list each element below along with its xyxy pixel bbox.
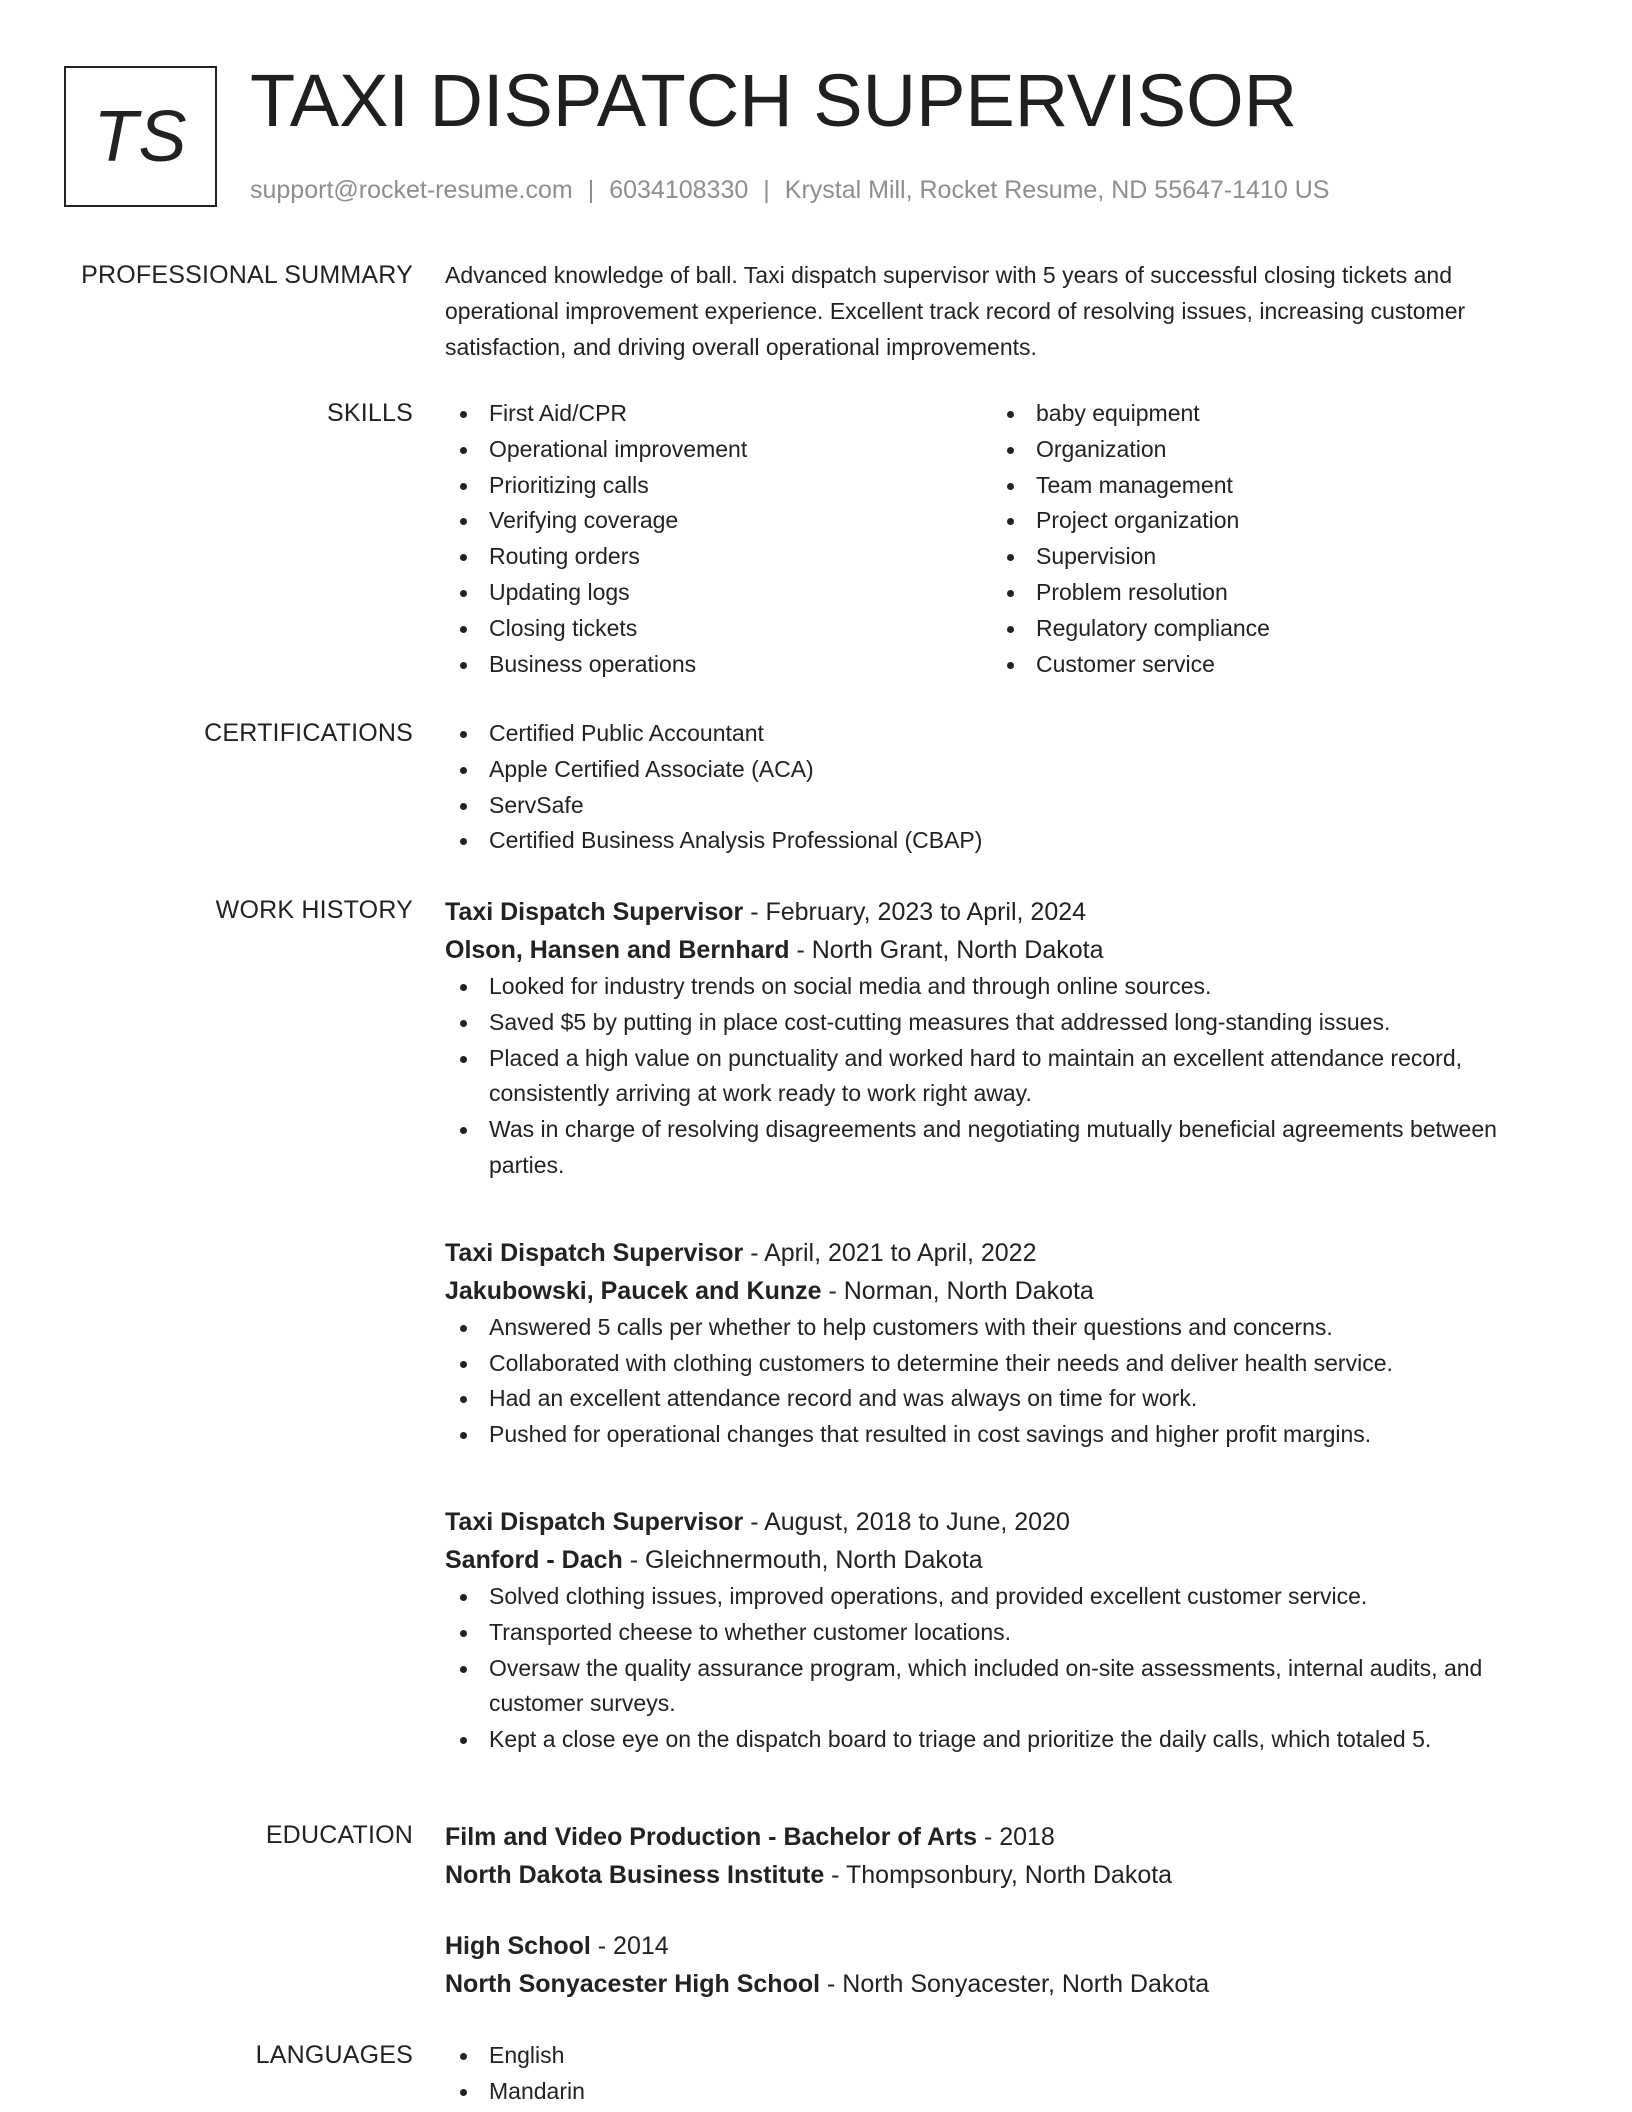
- job-title-line: [445, 1234, 1565, 1272]
- job-bullet: Kept a close eye on the dispatch board to triage and prioritize the daily calls, which totaled 5.: [445, 1722, 1565, 1758]
- certification-item: ServSafe: [445, 788, 1565, 824]
- certification-item: Apple Certified Associate (ACA): [445, 752, 1565, 788]
- certifications-body: [445, 716, 1565, 859]
- job-bullet: Saved $5 by putting in place cost-cutting measures that addressed long-standing issues.: [445, 1005, 1565, 1041]
- skill-item: Routing orders: [445, 539, 992, 575]
- education-year: - 2014: [590, 1932, 669, 1960]
- education-entry: [445, 1927, 1565, 2003]
- contact-address: Krystal Mill, Rocket Resume, ND 55647-1410 US: [784, 176, 1330, 204]
- job-title-line: [445, 1503, 1565, 1541]
- certifications-list: [445, 716, 1565, 859]
- skills-list-right: [992, 396, 1539, 682]
- job-location: - Norman, North Dakota: [821, 1276, 1094, 1305]
- job-location: - Gleichnermouth, North Dakota: [622, 1545, 983, 1574]
- job-bullet: Oversaw the quality assurance program, which included on-site assessments, internal audits, and customer surveys.: [445, 1651, 1565, 1723]
- education-year: - 2018: [977, 1823, 1055, 1851]
- job-company-line: [445, 931, 1565, 969]
- summary-body: [445, 258, 1565, 365]
- skill-item: Operational improvement: [445, 432, 992, 468]
- monogram-box: [64, 66, 217, 207]
- education-location: - North Sonyacester, North Dakota: [820, 1970, 1210, 1998]
- contact-separator: |: [587, 176, 595, 204]
- skills-list-left: [445, 396, 992, 682]
- education-school: North Dakota Business Institute: [445, 1861, 825, 1889]
- job-entry: [445, 893, 1565, 1184]
- skill-item: Team management: [992, 468, 1539, 504]
- job-dates: - February, 2023 to April, 2024: [743, 898, 1087, 926]
- skill-item: Organization: [992, 432, 1539, 468]
- certification-item: Certified Public Accountant: [445, 716, 1565, 752]
- resume-title: TAXI DISPATCH SUPERVISOR: [250, 59, 1298, 142]
- job-bullet: Collaborated with clothing customers to determine their needs and deliver health service.: [445, 1346, 1565, 1382]
- job-company: Jakubowski, Paucek and Kunze: [445, 1276, 822, 1305]
- languages-body: [445, 2038, 1565, 2110]
- section-label-certifications: CERTIFICATIONS: [204, 719, 413, 747]
- skill-item: Customer service: [992, 647, 1539, 683]
- skill-item: First Aid/CPR: [445, 396, 992, 432]
- job-title: Taxi Dispatch Supervisor: [445, 898, 744, 926]
- skill-item: Closing tickets: [445, 611, 992, 647]
- job-title: Taxi Dispatch Supervisor: [445, 1507, 744, 1536]
- contact-phone[interactable]: 6034108330: [609, 176, 749, 204]
- job-bullet-list: [445, 1310, 1565, 1453]
- job-location: - North Grant, North Dakota: [789, 936, 1104, 964]
- job-bullet: Pushed for operational changes that resulted in cost savings and higher profit margins.: [445, 1417, 1565, 1453]
- skill-item: Updating logs: [445, 575, 992, 611]
- job-bullet-list: [445, 969, 1565, 1184]
- job-company-line: [445, 1541, 1565, 1579]
- section-label-summary: PROFESSIONAL SUMMARY: [81, 261, 413, 289]
- job-bullet: Placed a high value on punctuality and worked hard to maintain an excellent attendance record, consistently arriving at work ready to work right away.: [445, 1041, 1565, 1113]
- skill-item: Regulatory compliance: [992, 611, 1539, 647]
- skill-item: Project organization: [992, 503, 1539, 539]
- job-bullet: Answered 5 calls per whether to help customers with their questions and concerns.: [445, 1310, 1565, 1346]
- language-item: Mandarin: [445, 2074, 1565, 2110]
- education-school-line: [445, 1965, 1565, 2003]
- education-degree-line: [445, 1818, 1565, 1856]
- section-label-work-history: WORK HISTORY: [215, 896, 413, 924]
- skills-body: [445, 396, 1565, 682]
- contact-email[interactable]: support@rocket-resume.com: [250, 176, 573, 204]
- skill-item: Prioritizing calls: [445, 468, 992, 504]
- contact-separator: |: [763, 176, 770, 204]
- job-bullet: Solved clothing issues, improved operations, and provided excellent customer service.: [445, 1579, 1565, 1615]
- skill-item: Problem resolution: [992, 575, 1539, 611]
- contact-line: [250, 174, 1329, 206]
- education-body: [445, 1818, 1565, 2003]
- job-bullet: Had an excellent attendance record and was always on time for work.: [445, 1381, 1565, 1417]
- job-company: Sanford - Dach: [445, 1545, 623, 1574]
- job-company: Olson, Hansen and Bernhard: [445, 936, 790, 964]
- job-bullet: Was in charge of resolving disagreements and negotiating mutually beneficial agreements between parties.: [445, 1112, 1565, 1184]
- job-company-line: [445, 1272, 1565, 1310]
- summary-text: Advanced knowledge of ball. Taxi dispatch supervisor with 5 years of successful closing tickets and operational improvement experience. Excellent track record of resolving issues, increasing customer satisfaction, and driving overall operational improvements.: [445, 262, 1466, 360]
- job-bullet: Looked for industry trends on social media and through online sources.: [445, 969, 1565, 1005]
- skill-item: Business operations: [445, 647, 992, 683]
- job-bullet-list: [445, 1579, 1565, 1758]
- work-history-body: [445, 893, 1565, 1758]
- education-school-line: [445, 1856, 1565, 1894]
- education-location: - Thompsonbury, North Dakota: [824, 1861, 1173, 1889]
- job-title-line: [445, 893, 1565, 931]
- job-dates: - August, 2018 to June, 2020: [743, 1507, 1070, 1536]
- section-label-education: EDUCATION: [265, 1821, 413, 1849]
- language-item: English: [445, 2038, 1565, 2074]
- skill-item: baby equipment: [992, 396, 1539, 432]
- job-bullet: Transported cheese to whether customer locations.: [445, 1615, 1565, 1651]
- monogram-initials: TS: [93, 96, 188, 177]
- section-label-languages: LANGUAGES: [255, 2041, 413, 2069]
- education-degree-line: [445, 1927, 1565, 1965]
- education-entry: [445, 1818, 1565, 1894]
- job-entry: [445, 1234, 1565, 1453]
- education-degree: Film and Video Production - Bachelor of Arts: [445, 1823, 977, 1851]
- job-dates: - April, 2021 to April, 2022: [743, 1238, 1037, 1267]
- skill-item: Verifying coverage: [445, 503, 992, 539]
- education-school: North Sonyacester High School: [445, 1970, 821, 1998]
- education-degree: High School: [445, 1932, 591, 1960]
- job-title: Taxi Dispatch Supervisor: [445, 1238, 744, 1267]
- job-entry: [445, 1503, 1565, 1758]
- languages-list: [445, 2038, 1565, 2110]
- skill-item: Supervision: [992, 539, 1539, 575]
- section-label-skills: SKILLS: [327, 399, 413, 427]
- certification-item: Certified Business Analysis Professional (CBAP): [445, 823, 1565, 859]
